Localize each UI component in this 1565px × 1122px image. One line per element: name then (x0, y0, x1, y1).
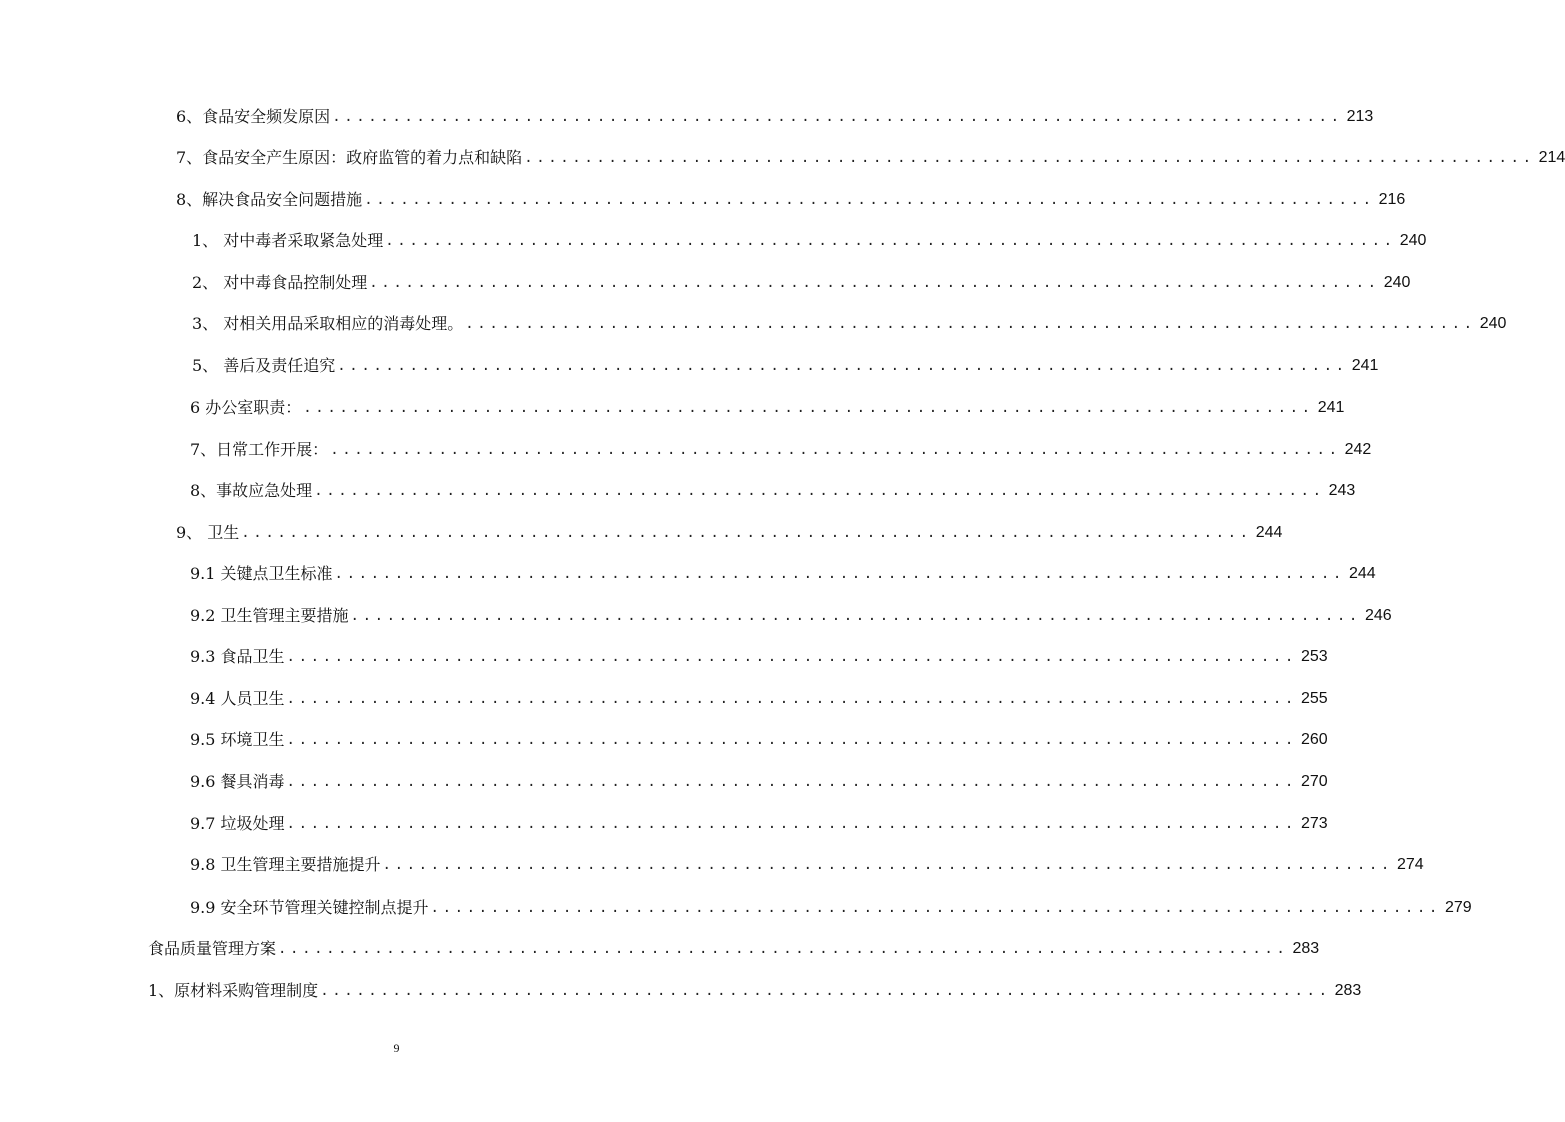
toc-entry-label: 8、事故应急处理 (190, 481, 313, 500)
dot-leader: .................................................................................... (303, 400, 1314, 416)
toc-row[interactable] (190, 438, 1372, 462)
toc-page-number: 274 (1396, 856, 1424, 873)
toc-entry-label: 9.3 食品卫生 (190, 647, 285, 666)
dot-leader: .................................................................................... (286, 732, 1297, 748)
dot-leader: .................................................................................... (465, 316, 1476, 332)
toc-row[interactable] (192, 354, 1379, 378)
toc-entry-label: 食品质量管理方案 (148, 939, 277, 958)
toc-page-number: 273 (1300, 815, 1328, 832)
toc-page-number: 242 (1344, 441, 1372, 458)
dot-leader: .................................................................................... (286, 691, 1297, 707)
toc-row[interactable] (190, 896, 1472, 920)
toc-entry-label: 9.8 卫生管理主要措施提升 (190, 855, 381, 874)
toc-row[interactable] (190, 562, 1376, 586)
toc-row[interactable] (148, 979, 1362, 1003)
toc-row[interactable] (192, 271, 1411, 295)
dot-leader: .................................................................................... (286, 649, 1297, 665)
toc-page-number: 240 (1479, 315, 1507, 332)
toc-entry-label: 9.9 安全环节管理关键控制点提升 (190, 898, 429, 917)
toc-page-number: 283 (1334, 982, 1362, 999)
dot-leader: .................................................................................... (320, 983, 1331, 999)
toc-row[interactable] (190, 645, 1328, 669)
toc-entry-label: 3、 对相关用品采取相应的消毒处理。 (192, 314, 464, 333)
toc-page-number: 240 (1399, 232, 1427, 249)
toc-entry-label: 8、解决食品安全问题措施 (176, 190, 363, 209)
dot-leader: .................................................................................... (314, 483, 1325, 499)
toc-page-number: 214 (1538, 149, 1565, 166)
toc-page-number: 244 (1255, 524, 1283, 541)
dot-leader: .................................................................................... (286, 774, 1297, 790)
toc-row[interactable] (190, 479, 1356, 503)
dot-leader: .................................................................................... (241, 525, 1252, 541)
toc-page-number: 216 (1378, 191, 1406, 208)
toc-page-number: 244 (1348, 565, 1376, 582)
toc-row[interactable] (190, 812, 1328, 836)
dot-leader: .................................................................................... (278, 941, 1289, 957)
toc-row[interactable] (192, 229, 1427, 253)
toc-page-number: 270 (1300, 773, 1328, 790)
toc-entry-label: 6 办公室职责： (190, 398, 302, 417)
dot-leader: .................................................................................... (286, 816, 1297, 832)
toc-row[interactable] (176, 146, 1565, 170)
toc-page-number: 243 (1328, 482, 1356, 499)
toc-entry-label: 2、 对中毒食品控制处理 (192, 273, 368, 292)
toc-row[interactable] (176, 105, 1374, 129)
toc-entry-label: 9.7 垃圾处理 (190, 814, 285, 833)
dot-leader: .................................................................................... (369, 275, 1380, 291)
toc-page-number: 279 (1444, 899, 1472, 916)
dot-leader: .................................................................................... (332, 109, 1343, 125)
toc-entry-label: 5、 善后及责任追究 (192, 356, 336, 375)
toc-entry-label: 9.6 餐具消毒 (190, 772, 285, 791)
toc-row[interactable] (190, 853, 1424, 877)
toc-row[interactable] (190, 604, 1392, 628)
toc-entry-label: 7、食品安全产生原因：政府监管的着力点和缺陷 (176, 148, 523, 167)
toc-row[interactable] (190, 687, 1328, 711)
dot-leader: .................................................................................... (382, 857, 1393, 873)
toc-entry-label: 6、食品安全频发原因 (176, 107, 331, 126)
toc-page-number: 260 (1300, 731, 1328, 748)
toc-entry-label: 9、 卫生 (176, 523, 240, 542)
toc-row[interactable] (190, 396, 1345, 420)
toc-entry-label: 9.5 环境卫生 (190, 730, 285, 749)
toc-entry-label: 1、原材料采购管理制度 (148, 981, 319, 1000)
toc-entry-label: 9.4 人员卫生 (190, 689, 285, 708)
toc-entry-label: 9.1 关键点卫生标准 (190, 564, 333, 583)
toc-page-number: 213 (1346, 108, 1374, 125)
toc-row[interactable] (190, 770, 1328, 794)
toc-page-number: 241 (1351, 357, 1379, 374)
toc-page-number: 246 (1364, 607, 1392, 624)
dot-leader: .................................................................................... (350, 608, 1361, 624)
toc-row[interactable] (176, 521, 1283, 545)
toc-entry-label: 7、日常工作开展： (190, 440, 329, 459)
toc-entry-label: 1、 对中毒者采取紧急处理 (192, 231, 384, 250)
toc-row[interactable] (190, 728, 1328, 752)
dot-leader: .................................................................................... (330, 442, 1341, 458)
dot-leader: .................................................................................... (364, 192, 1375, 208)
toc-page-number: 240 (1383, 274, 1411, 291)
dot-leader: .................................................................................... (334, 566, 1345, 582)
toc-page-number: 253 (1300, 648, 1328, 665)
toc-row[interactable] (148, 937, 1320, 961)
toc-row[interactable] (176, 188, 1406, 212)
dot-leader: .................................................................................... (337, 358, 1348, 374)
dot-leader: .................................................................................... (524, 150, 1535, 166)
dot-leader: .................................................................................... (385, 233, 1396, 249)
toc-page-number: 255 (1300, 690, 1328, 707)
page-number: 9 (393, 1041, 400, 1055)
toc-page-number: 241 (1317, 399, 1345, 416)
toc-page-number: 283 (1292, 940, 1320, 957)
toc-row[interactable] (192, 312, 1507, 336)
toc-entry-label: 9.2 卫生管理主要措施 (190, 606, 349, 625)
dot-leader: .................................................................................... (430, 900, 1441, 916)
